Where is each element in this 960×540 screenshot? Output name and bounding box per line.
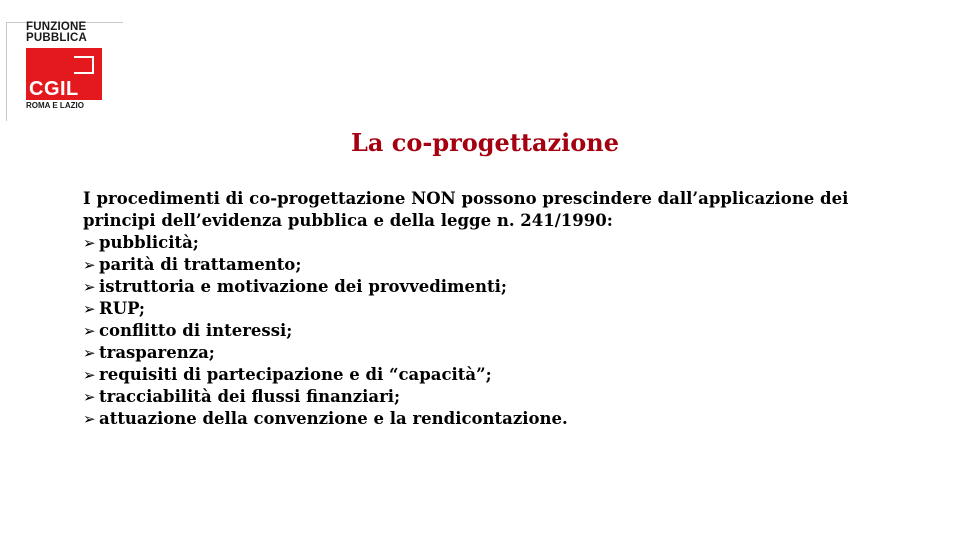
logo-line-1: FUNZIONE: [26, 21, 87, 33]
logo-region: ROMA E LAZIO: [26, 101, 84, 110]
logo-red-block: [26, 48, 102, 100]
arrow-right-icon: ➢: [83, 410, 96, 428]
arrow-right-icon: ➢: [83, 322, 96, 340]
arrow-right-icon: ➢: [83, 344, 96, 362]
slide-body: [83, 188, 923, 430]
list-item: [83, 298, 923, 320]
principles-list: [83, 232, 923, 430]
logo-line-2: PUBBLICA: [26, 32, 88, 44]
list-item-text: pubblicità;: [99, 233, 199, 252]
list-item-text: attuazione della convenzione e la rendicontazione.: [99, 409, 568, 428]
arrow-right-icon: ➢: [83, 300, 96, 318]
cgil-logo: [26, 22, 108, 118]
list-item: [83, 232, 923, 254]
list-item-text: parità di trattamento;: [99, 255, 302, 274]
arrow-right-icon: ➢: [83, 366, 96, 384]
list-item: [83, 276, 923, 298]
list-item: [83, 408, 923, 430]
list-item: [83, 364, 923, 386]
arrow-right-icon: ➢: [83, 256, 96, 274]
list-item: [83, 254, 923, 276]
list-item-text: tracciabilità dei flussi finanziari;: [99, 387, 401, 406]
list-item: [83, 386, 923, 408]
list-item: [83, 320, 923, 342]
list-item: [83, 342, 923, 364]
slide-title: La co-progettazione: [350, 128, 620, 157]
intro-paragraph: I procedimenti di co-progettazione NON possono prescindere dall’applicazione dei principi dell’evidenza pubblica e della legge n. 241/1990:: [83, 189, 849, 230]
list-item-text: trasparenza;: [99, 343, 215, 362]
arrow-right-icon: ➢: [83, 234, 96, 252]
arrow-right-icon: ➢: [83, 278, 96, 296]
list-item-text: RUP;: [99, 299, 146, 318]
arrow-right-icon: ➢: [83, 388, 96, 406]
flag-icon: [74, 56, 94, 74]
list-item-text: conflitto di interessi;: [99, 321, 293, 340]
list-item-text: istruttoria e motivazione dei provvedimenti;: [99, 277, 507, 296]
logo-brand: CGIL: [29, 78, 79, 100]
list-item-text: requisiti di partecipazione e di “capacità”;: [99, 365, 492, 384]
